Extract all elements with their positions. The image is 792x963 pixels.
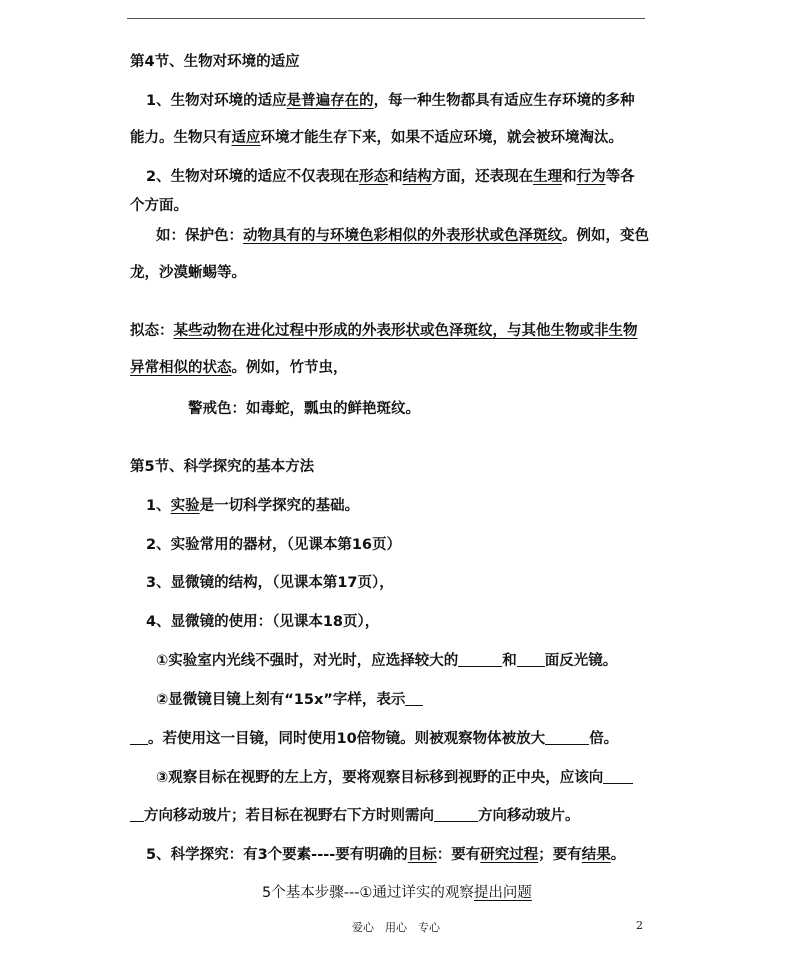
blank-4[interactable]	[545, 730, 589, 745]
s4-mimicry-line1: 拟态：某些动物在进化过程中形成的外表形状或色泽斑纹，与其他生物或非生物	[130, 323, 638, 339]
s4-warning-color: 警戒色：如毒蛇，瓢虫的鲜艳斑纹。	[188, 401, 420, 417]
blank-5b[interactable]	[130, 807, 144, 822]
s5-question1: ①实验室内光线不强时，对光时，应选择较大的 和 面反光镜。	[156, 653, 618, 669]
blank-3a[interactable]	[405, 691, 423, 706]
s4-protective-color-line2: 龙，沙漠蜥蜴等。	[130, 265, 246, 281]
blank-3b[interactable]	[130, 730, 148, 745]
s5-question2-line1: ②显微镜目镜上刻有“15x”字样，表示	[156, 690, 423, 710]
s5-item2: 2、实验常用的器材，（见课本第16页）	[146, 537, 402, 553]
section-4-title: 第4节、生物对环境的适应	[130, 54, 300, 70]
s4-protective-color-line1: 如：保护色：动物具有的与环境色彩相似的外表形状或色泽斑纹。例如，变色	[156, 228, 649, 244]
s4-para1-line1: 1、生物对环境的适应是普遍存在的，每一种生物都具有适应生存环境的多种	[146, 93, 635, 109]
blank-5a[interactable]	[603, 769, 633, 784]
s4-mimicry-line2: 异常相似的状态。例如，竹节虫，	[130, 360, 348, 376]
s5-item4: 4、显微镜的使用：（见课本18页），	[146, 614, 380, 630]
s5-item3: 3、显微镜的结构，（见课本第17页），	[146, 575, 394, 591]
blank-1[interactable]	[458, 652, 502, 667]
s4-para2-line1: 2、生物对环境的适应不仅表现在形态和结构方面，还表现在生理和行为等各	[146, 169, 635, 185]
s5-steps: 5个基本步骤---①通过详实的观察提出问题	[262, 885, 532, 901]
s5-item5: 5、科学探究：有3个要素----要有明确的目标：要有研究过程；要有结果。	[146, 847, 626, 863]
s5-item1: 1、实验是一切科学探究的基础。	[146, 498, 360, 514]
section-5-title: 第5节、科学探究的基本方法	[130, 459, 315, 475]
blank-6[interactable]	[434, 807, 478, 822]
s5-question3-line2: 方向移动玻片；若目标在视野右下方时则需向 方向移动玻片。	[130, 806, 580, 826]
s5-question3-line1: ③观察目标在视野的左上方，要将观察目标移到视野的正中央，应该向	[156, 768, 633, 788]
blank-2[interactable]	[517, 652, 545, 667]
s5-question2-line2: 。若使用这一目镜，同时使用10倍物镜。则被观察物体被放大 倍。	[130, 729, 618, 749]
page-number: 2	[636, 919, 643, 932]
page-footer: 爱心 用心 专心	[352, 921, 440, 934]
s4-para2-line2: 个方面。	[130, 198, 188, 214]
s4-para1-line2: 能力。生物只有适应环境才能生存下来，如果不适应环境，就会被环境淘汰。	[130, 130, 623, 146]
header-rule	[127, 18, 645, 19]
